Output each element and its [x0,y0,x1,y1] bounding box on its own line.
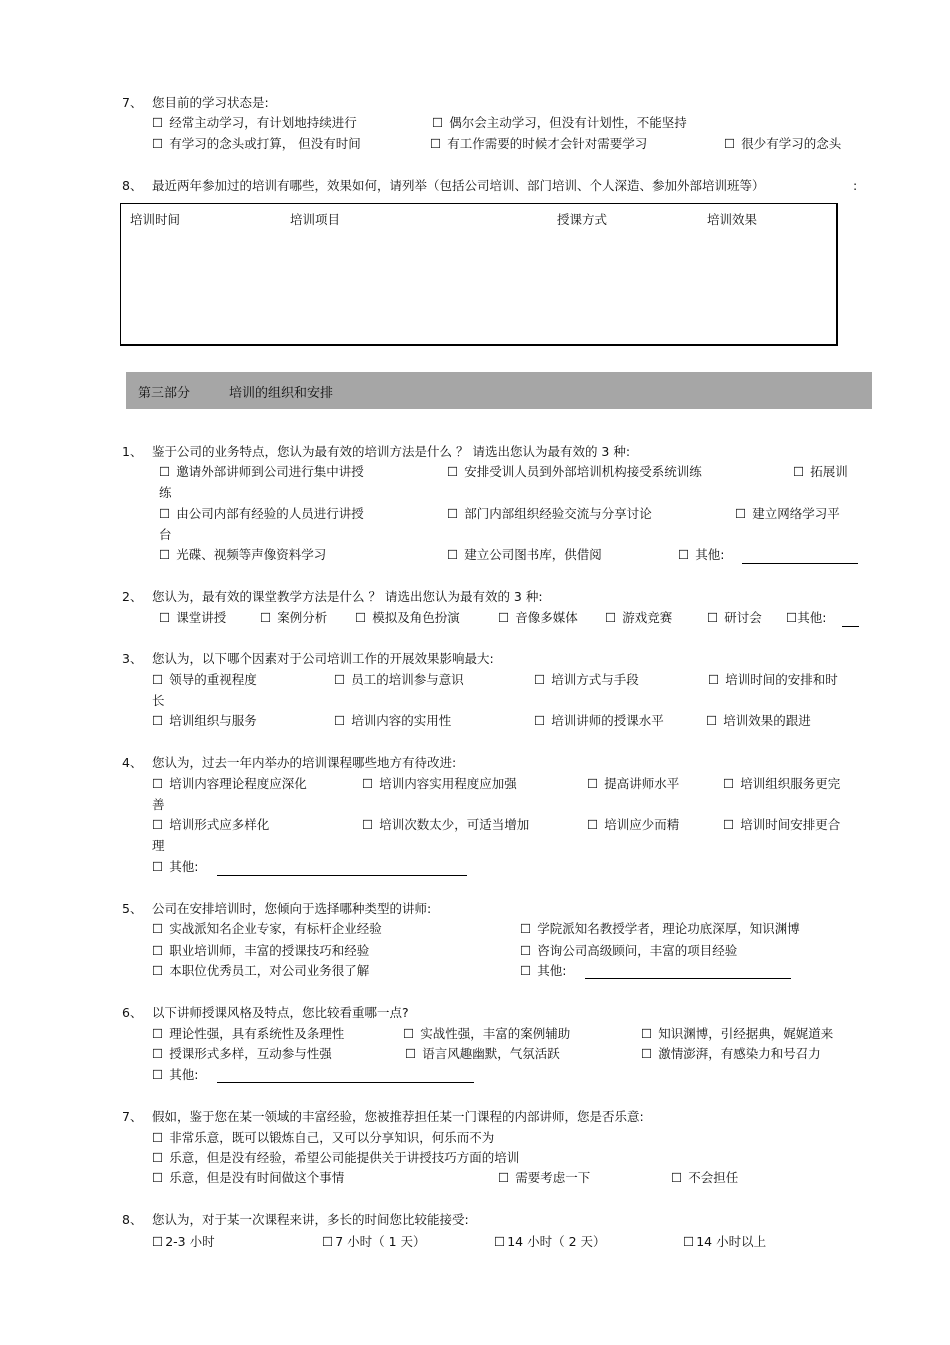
checkbox-option[interactable]: ☐ 研讨会 [707,610,762,625]
section-banner [126,372,872,409]
checkbox-option[interactable]: ☐ 2-3 小时 [152,1234,215,1249]
question-number: 1、 [122,444,143,459]
checkbox-option[interactable]: ☐ 7 小时（ 1 天） [322,1234,426,1249]
checkbox-option[interactable]: ☐ 乐意，但是没有时间做这个事情 [152,1170,345,1185]
question-number: 8、 [122,1212,143,1227]
question-text: 您认为，最有效的课堂教学方法是什么 ？ 请选出您认为最有效的 3 种: [152,589,543,604]
checkbox-option[interactable]: ☐ 员工的培训参与意识 [334,672,464,687]
checkbox-option[interactable]: ☐ 培训应少而精 [587,817,680,832]
checkbox-option[interactable]: ☐ 非常乐意，既可以锻炼自己，又可以分享知识，何乐而不为 [152,1130,495,1145]
table-header-method: 授课方式 [557,212,608,227]
table-header-project: 培训项目 [290,212,341,227]
question-text: 您认为，以下哪个因素对于公司培训工作的开展效果影响最大: [152,651,494,666]
checkbox-option[interactable]: ☐ 案例分析 [260,610,328,625]
checkbox-option[interactable]: ☐ 其他: [152,1067,199,1082]
checkbox-option[interactable]: ☐ 授课形式多样，互动参与性强 [152,1046,332,1061]
checkbox-option[interactable]: ☐ 培训内容实用程度应加强 [362,776,517,791]
checkbox-option[interactable]: ☐ 音像多媒体 [498,610,578,625]
table-header-time: 培训时间 [130,212,181,227]
checkbox-option[interactable]: ☐ 语言风趣幽默，气氛活跃 [405,1046,560,1061]
question-text: 最近两年参加过的培训有哪些，效果如何，请列举（包括公司培训、部门培训、个人深造、参加外部培训班等） [152,178,765,193]
question-number: 8、 [122,178,143,193]
checkbox-option[interactable]: ☐ 理论性强，具有系统性及条理性 [152,1026,345,1041]
checkbox-option[interactable]: ☐ 模拟及角色扮演 [355,610,460,625]
question-text: 您目前的学习状态是: [152,95,269,110]
section-part: 第三部分 [138,386,191,401]
checkbox-option[interactable]: ☐ 培训方式与手段 [534,672,639,687]
checkbox-option[interactable]: ☐ 培训效果的跟进 [706,713,811,728]
fill-in-line[interactable] [217,1082,474,1083]
checkbox-option[interactable]: ☐ 本职位优秀员工，对公司业务很了解 [152,963,370,978]
checkbox-option[interactable]: ☐ 偶尔会主动学习，但没有计划性，不能坚持 [432,115,687,130]
question-text: 以下讲师授课风格及特点，您比较看重哪一点? [152,1005,409,1020]
table-header-effect: 培训效果 [707,212,758,227]
checkbox-option[interactable]: ☐ 其他: [520,963,567,978]
question-number: 7、 [122,95,143,110]
checkbox-option[interactable]: ☐ 激情澎湃，有感染力和号召力 [641,1046,821,1061]
checkbox-option[interactable]: ☐ 提高讲师水平 [587,776,680,791]
checkbox-option[interactable]: ☐ 14 小时以上 [683,1234,767,1249]
checkbox-option[interactable]: ☐ 14 小时（ 2 天） [494,1234,606,1249]
checkbox-option[interactable]: ☐ 培训讲师的授课水平 [534,713,664,728]
question-text: 假如，鉴于您在某一领域的丰富经验，您被推荐担任某一门课程的内部讲师，您是否乐意: [152,1109,644,1124]
checkbox-option[interactable]: ☐ 培训组织服务更完 [723,776,841,791]
checkbox-option[interactable]: ☐ 实战性强，丰富的案例辅助 [403,1026,571,1041]
fill-in-line[interactable] [742,563,858,564]
checkbox-option[interactable]: ☐ 培训形式应多样化 [152,817,270,832]
fill-in-line[interactable] [842,626,859,627]
checkbox-option[interactable]: ☐ 部门内部组织经验交流与分享讨论 [447,506,652,521]
checkbox-option[interactable]: ☐ 其他: [678,547,725,562]
question-number: 7、 [122,1109,143,1124]
checkbox-option[interactable]: ☐ 需要考虑一下 [498,1170,591,1185]
checkbox-option[interactable]: ☐ 培训时间的安排和时 [708,672,838,687]
checkbox-option[interactable]: ☐ 有学习的念头或打算， 但没有时间 [152,136,361,151]
fill-in-line[interactable] [217,875,467,876]
wrapped-text: 善 [152,797,165,812]
checkbox-option[interactable]: ☐ 培训时间安排更合 [723,817,841,832]
checkbox-option[interactable]: ☐ 咨询公司高级顾问，丰富的项目经验 [520,943,738,958]
fill-in-line[interactable] [585,978,791,979]
checkbox-option[interactable]: ☐ 不会担任 [671,1170,739,1185]
checkbox-option[interactable]: ☐ 培训内容的实用性 [334,713,452,728]
checkbox-option[interactable]: ☐ 实战派知名企业专家，有标杆企业经验 [152,921,382,936]
checkbox-option[interactable]: ☐其他: [786,610,827,625]
question-colon: : [853,178,858,193]
wrapped-text: 练 [159,485,172,500]
checkbox-option[interactable]: ☐ 学院派知名教授学者，理论功底深厚，知识渊博 [520,921,800,936]
checkbox-option[interactable]: ☐ 其他: [152,859,199,874]
checkbox-option[interactable]: ☐ 游戏竞赛 [605,610,673,625]
question-number: 5、 [122,901,143,916]
question-number: 2、 [122,589,143,604]
checkbox-option[interactable]: ☐ 由公司内部有经验的人员进行讲授 [159,506,364,521]
checkbox-option[interactable]: ☐ 职业培训师，丰富的授课技巧和经验 [152,943,370,958]
question-text: 鉴于公司的业务特点，您认为最有效的培训方法是什么 ？ 请选出您认为最有效的 3 种: [152,444,631,459]
checkbox-option[interactable]: ☐ 有工作需要的时候才会针对需要学习 [430,136,648,151]
checkbox-option[interactable]: ☐ 邀请外部讲师到公司进行集中讲授 [159,464,364,479]
question-text: 您认为，过去一年内举办的培训课程哪些地方有待改进: [152,755,457,770]
checkbox-option[interactable]: ☐ 培训内容理论程度应深化 [152,776,307,791]
checkbox-option[interactable]: ☐ 建立网络学习平 [735,506,840,521]
checkbox-option[interactable]: ☐ 建立公司图书库，供借阅 [447,547,602,562]
question-text: 公司在安排培训时，您倾向于选择哪种类型的讲师: [152,901,432,916]
wrapped-text: 台 [159,527,172,542]
checkbox-option[interactable]: ☐ 知识渊博，引经据典，娓娓道来 [641,1026,834,1041]
checkbox-option[interactable]: ☐ 乐意，但是没有经验，希望公司能提供关于讲授技巧方面的培训 [152,1150,520,1165]
section-title: 培训的组织和安排 [229,386,334,401]
checkbox-option[interactable]: ☐ 光碟、视频等声像资料学习 [159,547,327,562]
checkbox-option[interactable]: ☐ 拓展训 [793,464,848,479]
question-number: 3、 [122,651,143,666]
question-text: 您认为，对于某一次课程来讲，多长的时间您比较能接受: [152,1212,469,1227]
checkbox-option[interactable]: ☐ 安排受训人员到外部培训机构接受系统训练 [447,464,702,479]
wrapped-text: 理 [152,838,165,853]
checkbox-option[interactable]: ☐ 培训组织与服务 [152,713,257,728]
checkbox-option[interactable]: ☐ 很少有学习的念头 [724,136,842,151]
checkbox-option[interactable]: ☐ 培训次数太少，可适当增加 [362,817,530,832]
checkbox-option[interactable]: ☐ 经常主动学习，有计划地持续进行 [152,115,357,130]
checkbox-option[interactable]: ☐ 课堂讲授 [159,610,227,625]
question-number: 6、 [122,1005,143,1020]
question-number: 4、 [122,755,143,770]
wrapped-text: 长 [152,693,165,708]
checkbox-option[interactable]: ☐ 领导的重视程度 [152,672,257,687]
